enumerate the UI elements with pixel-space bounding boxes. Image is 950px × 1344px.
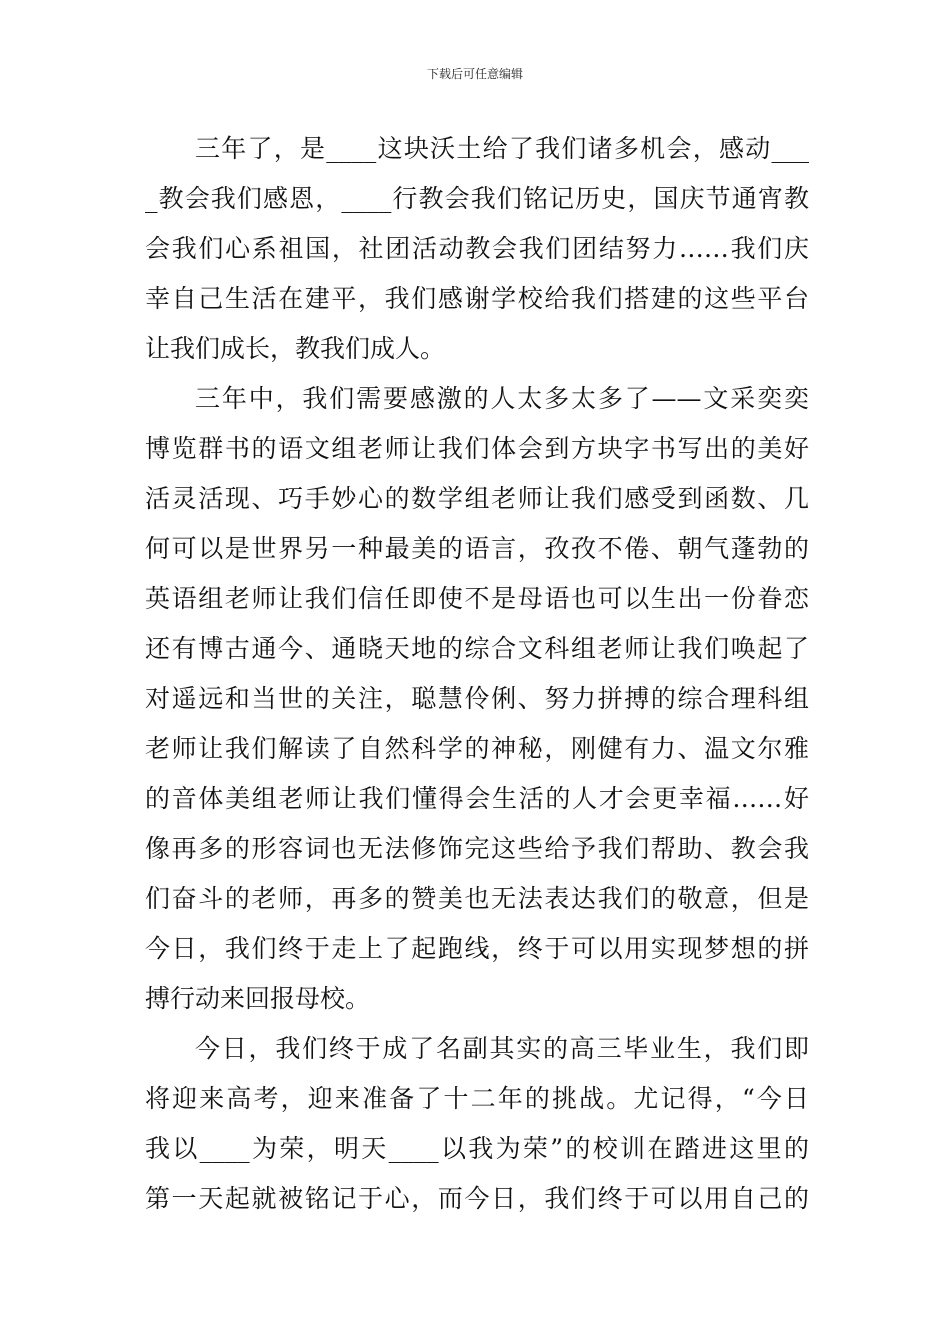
text-line: 博览群书的语文组老师让我们体会到方块字书写出的美好 (145, 434, 809, 463)
text-line: 搏行动来回报母校。 (145, 984, 371, 1013)
text-line: 今日，我们终于成了名副其实的高三毕业生，我们即 (195, 1034, 809, 1063)
text-line: 像再多的形容词也无法修饰完这些给予我们帮助、教会我 (145, 834, 809, 863)
text-line: 第一天起就被铭记于心，而今日，我们终于可以用自己的 (145, 1184, 809, 1213)
text-line: 的音体美组老师让我们懂得会生活的人才会更幸福……好 (145, 784, 809, 813)
text-line: 幸自己生活在建平，我们感谢学校给我们搭建的这些平台 (145, 284, 809, 313)
text-line: 我以____为荣，明天____以我为荣”的校训在踏进这里的 (145, 1134, 809, 1163)
text-line: 老师让我们解读了自然科学的神秘，刚健有力、温文尔雅 (145, 734, 809, 763)
text-line: 三年了，是____这块沃土给了我们诸多机会，感动___ (195, 134, 809, 163)
text-line: 活灵活现、巧手妙心的数学组老师让我们感受到函数、几 (145, 484, 809, 513)
text-line: 英语组老师让我们信任即使不是母语也可以生出一份眷恋 (145, 584, 809, 613)
text-line: 对遥远和当世的关注，聪慧伶俐、努力拼搏的综合理科组 (145, 684, 809, 713)
text-line: _教会我们感恩，____行教会我们铭记历史，国庆节通宵教 (145, 184, 809, 213)
text-line: 今日，我们终于走上了起跑线，终于可以用实现梦想的拼 (145, 934, 809, 963)
text-line: 还有博古通今、通晓天地的综合文科组老师让我们唤起了 (145, 634, 809, 663)
document-body (145, 124, 809, 1224)
page-header: 下载后可任意编辑 (426, 67, 523, 81)
text-line: 三年中，我们需要感激的人太多太多了——文采奕奕 (195, 384, 809, 413)
text-line: 们奋斗的老师，再多的赞美也无法表达我们的敬意，但是 (145, 884, 809, 913)
text-line: 何可以是世界另一种最美的语言，孜孜不倦、朝气蓬勃的 (145, 534, 809, 563)
text-line: 会我们心系祖国，社团活动教会我们团结努力……我们庆 (145, 234, 809, 263)
text-line: 让我们成长，教我们成人。 (145, 334, 446, 363)
text-line: 将迎来高考，迎来准备了十二年的挑战。尤记得，“今日 (145, 1084, 809, 1113)
